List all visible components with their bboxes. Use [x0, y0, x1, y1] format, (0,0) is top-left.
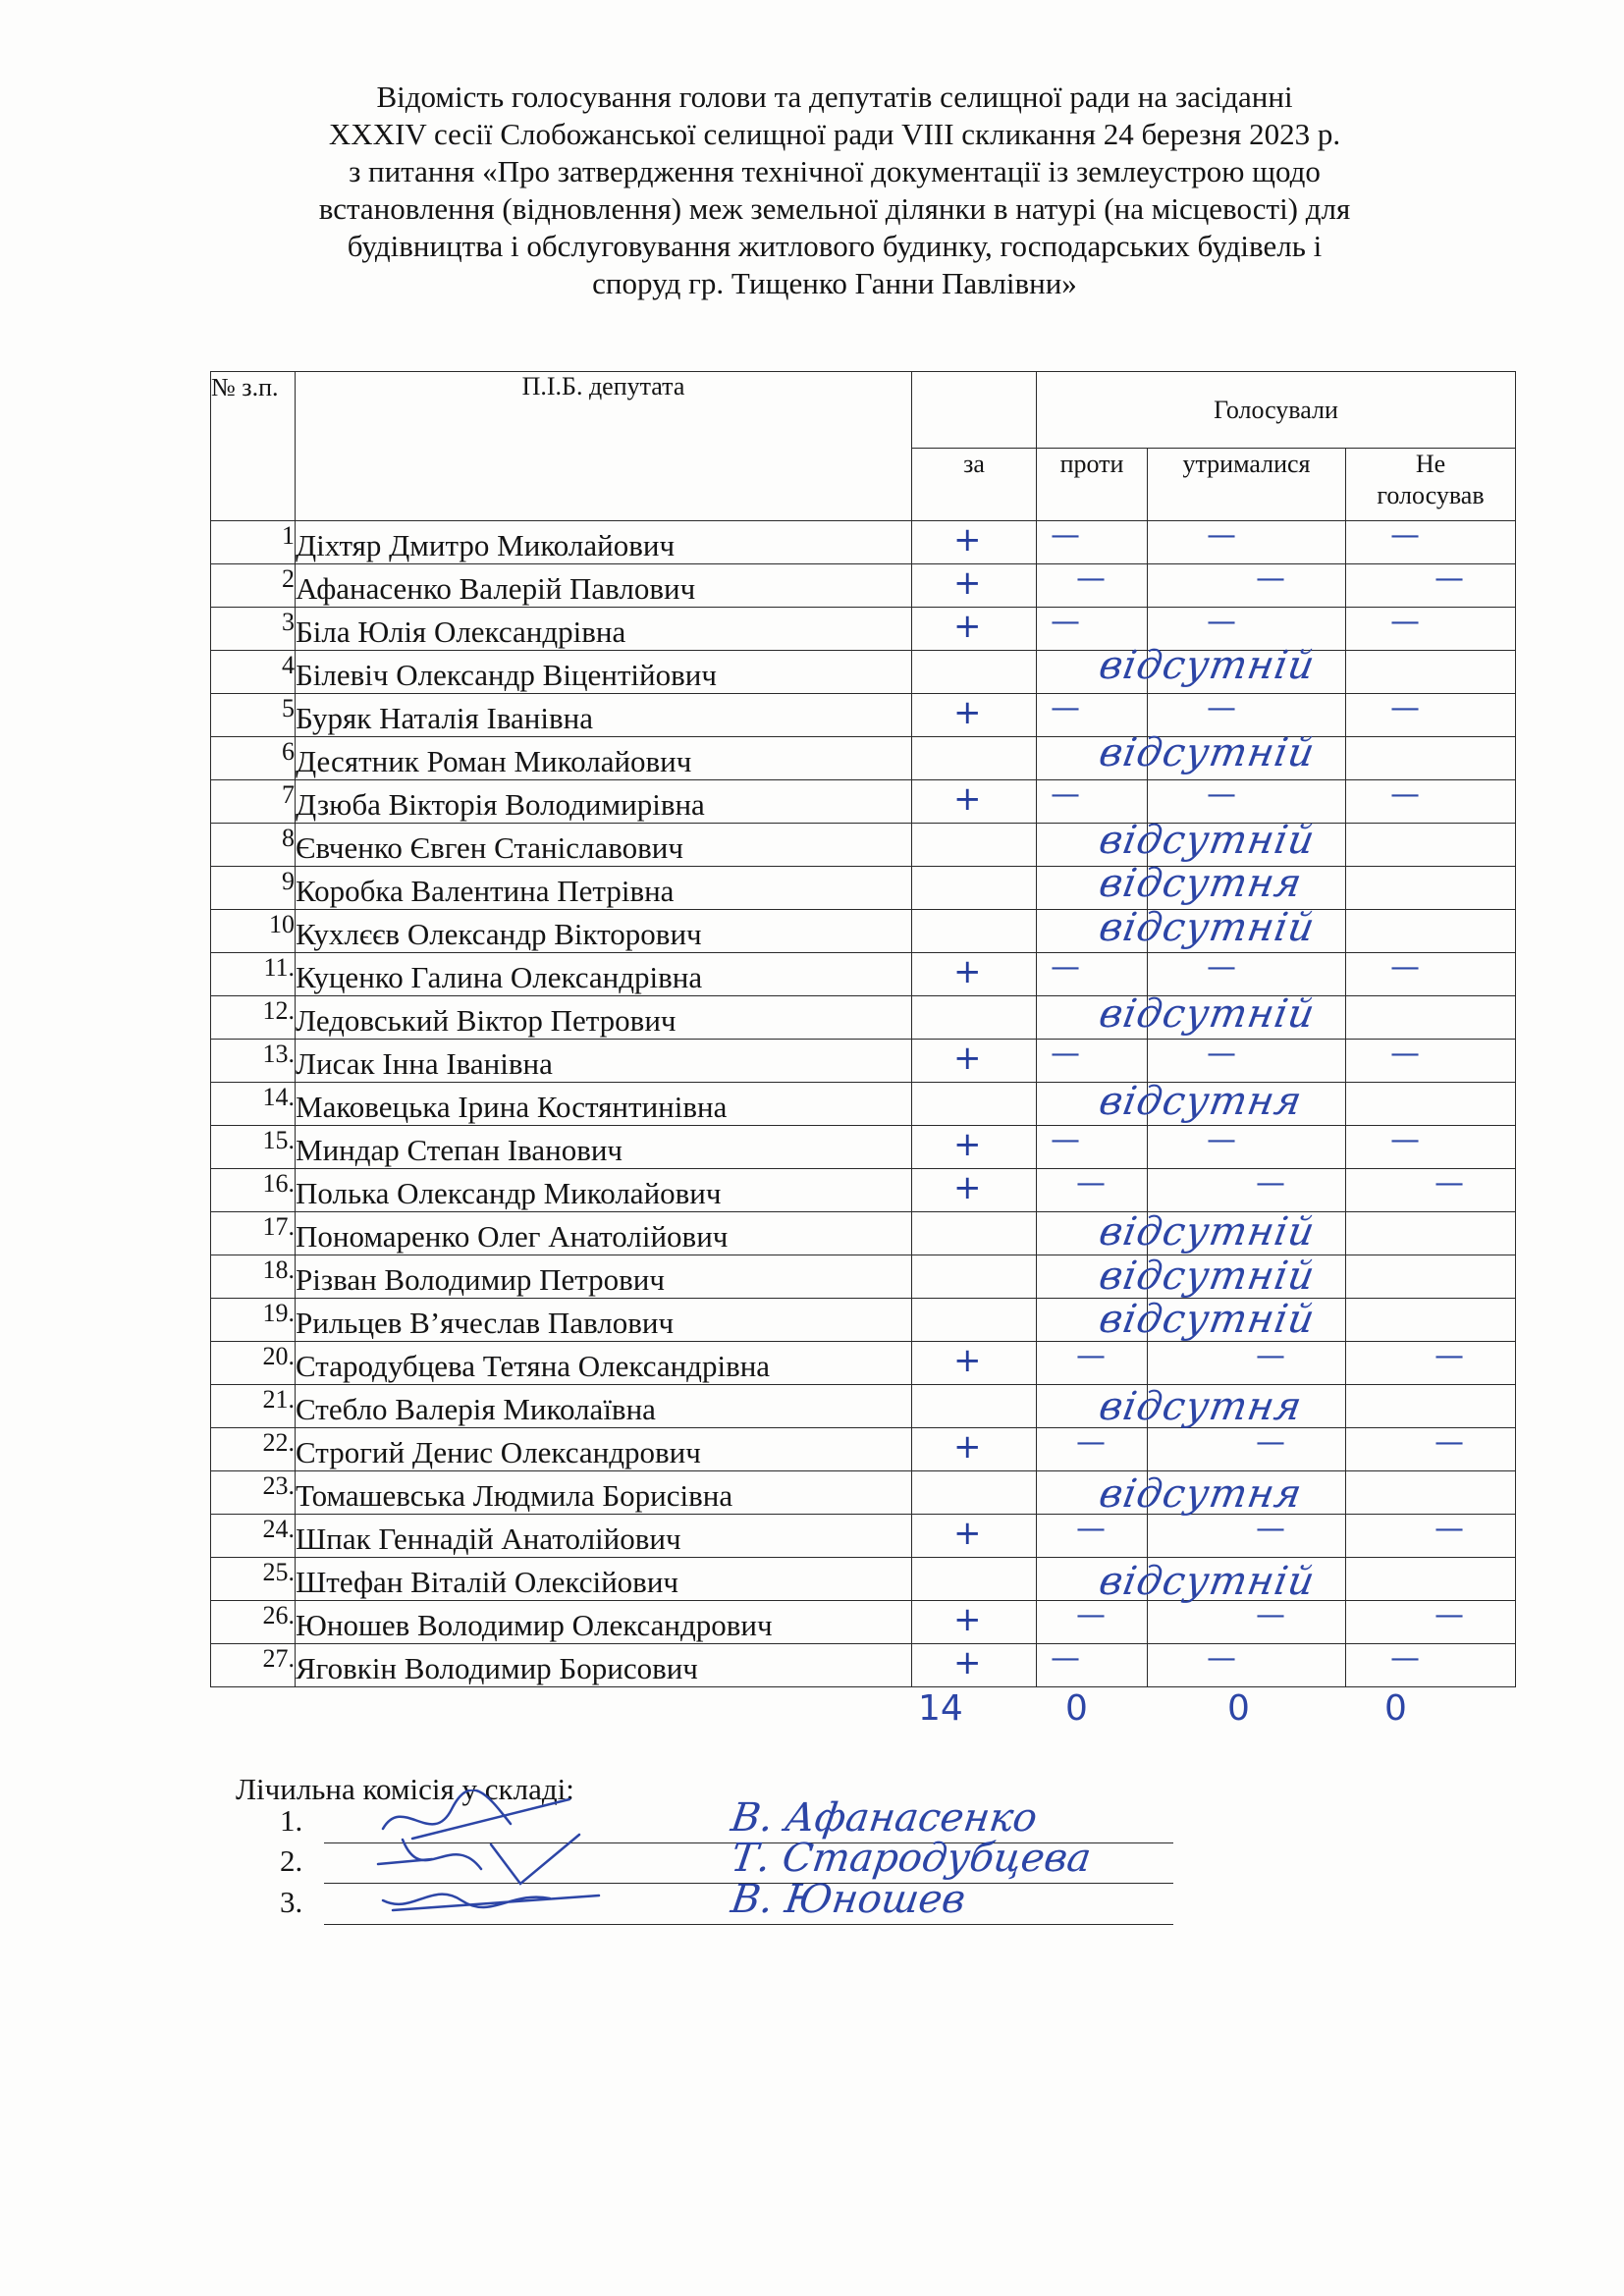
vote-for-mark: +: [953, 607, 982, 646]
vote-not-voted-cell: [1346, 1558, 1516, 1601]
vote-for-mark: +: [953, 1341, 982, 1380]
dash-mark: —: [1390, 952, 1420, 985]
dash-mark: —: [1207, 520, 1236, 553]
title-line: XXXIV сесії Слобожанської селищної ради VIII скликання 24 березня 2023 р.: [328, 117, 1341, 151]
vote-for-cell: [912, 1515, 1037, 1558]
vote-for-mark: +: [953, 693, 982, 732]
deputy-name: Буряк Наталія Іванівна: [296, 694, 912, 737]
vote-against-cell: [1037, 521, 1148, 564]
voting-table: [210, 371, 1516, 1687]
absent-note: відсутній: [1095, 730, 1319, 775]
document-title: [196, 79, 1473, 302]
vote-for-cell: [912, 651, 1037, 694]
vote-not-voted-cell: [1346, 1471, 1516, 1515]
dash-mark: —: [1207, 1039, 1236, 1071]
row-number: 2: [211, 564, 296, 608]
signatory-name: Т. Стародубцева: [728, 1836, 1095, 1881]
deputy-name: Миндар Степан Іванович: [296, 1126, 912, 1169]
vote-against-cell: [1037, 1255, 1148, 1299]
deputy-name: Діхтяр Дмитро Миколайович: [296, 521, 912, 564]
dash-mark: —: [1051, 1643, 1080, 1676]
vote-for-cell: [912, 953, 1037, 996]
vote-abstained-cell: [1148, 737, 1346, 780]
vote-for-mark: +: [953, 1168, 982, 1207]
table-row: [211, 1428, 1516, 1471]
dash-mark: —: [1076, 1600, 1106, 1632]
deputy-name: Пономаренко Олег Анатолійович: [296, 1212, 912, 1255]
absent-note: відсутній: [1095, 1297, 1319, 1343]
dash-mark: —: [1076, 1341, 1106, 1373]
vote-not-voted-cell: [1346, 521, 1516, 564]
vote-abstained-cell: [1148, 910, 1346, 953]
table-row: [211, 521, 1516, 564]
signatory-name: В. Юношев: [728, 1877, 969, 1922]
row-number: 10: [211, 910, 296, 953]
vote-for-mark: +: [953, 1427, 982, 1467]
dash-mark: —: [1051, 520, 1080, 553]
vote-not-voted-cell: [1346, 1299, 1516, 1342]
vote-against-cell: [1037, 1471, 1148, 1515]
vote-abstained-cell: [1148, 953, 1346, 996]
dash-mark: —: [1076, 1168, 1106, 1201]
deputy-name: Штефан Віталій Олексійович: [296, 1558, 912, 1601]
table-row: [211, 910, 1516, 953]
vote-not-voted-cell: [1346, 651, 1516, 694]
vote-abstained-cell: [1148, 867, 1346, 910]
total-against: 0: [1065, 1688, 1088, 1729]
table-row: [211, 737, 1516, 780]
absent-note: відсутня: [1095, 1079, 1306, 1125]
vote-against-cell: [1037, 1342, 1148, 1385]
absent-note: відсутній: [1095, 1209, 1319, 1255]
vote-not-voted-cell: [1346, 1040, 1516, 1083]
table-row: [211, 1601, 1516, 1644]
row-number: 7: [211, 780, 296, 824]
row-number: 5: [211, 694, 296, 737]
table-row: [211, 1515, 1516, 1558]
member-number: 3.: [280, 1885, 303, 1919]
absent-note: відсутній: [1095, 817, 1319, 863]
table-row: [211, 1169, 1516, 1212]
row-number: 23.: [211, 1471, 296, 1515]
vote-not-voted-cell: [1346, 780, 1516, 824]
table-row: [211, 867, 1516, 910]
deputy-name: Рильцев В’ячеслав Павлович: [296, 1299, 912, 1342]
vote-abstained-cell: [1148, 1515, 1346, 1558]
vote-not-voted-cell: [1346, 1644, 1516, 1687]
header-voted: Голосували: [1037, 372, 1516, 449]
vote-not-voted-cell: [1346, 1515, 1516, 1558]
dash-mark: —: [1051, 952, 1080, 985]
vote-abstained-cell: [1148, 694, 1346, 737]
vote-abstained-cell: [1148, 1083, 1346, 1126]
vote-not-voted-cell: [1346, 1169, 1516, 1212]
vote-for-cell: [912, 910, 1037, 953]
vote-against-cell: [1037, 608, 1148, 651]
vote-not-voted-cell: [1346, 953, 1516, 996]
row-number: 9: [211, 867, 296, 910]
vote-against-cell: [1037, 996, 1148, 1040]
header-name: П.І.Б. депутата: [296, 372, 912, 521]
vote-for-cell: [912, 1428, 1037, 1471]
header-not-voted: [1346, 449, 1516, 521]
row-number: 24.: [211, 1515, 296, 1558]
deputy-name: Ледовський Віктор Петрович: [296, 996, 912, 1040]
absent-note: відсутній: [1095, 1558, 1319, 1604]
vote-not-voted-cell: [1346, 910, 1516, 953]
dash-mark: —: [1207, 693, 1236, 725]
header-not-voted-line2: голосував: [1377, 481, 1485, 509]
total-not-voted: 0: [1384, 1688, 1407, 1729]
deputy-name: Євченко Євген Станіславович: [296, 824, 912, 867]
vote-for-cell: [912, 694, 1037, 737]
table-row: [211, 651, 1516, 694]
vote-not-voted-cell: [1346, 1601, 1516, 1644]
table-row: [211, 996, 1516, 1040]
vote-against-cell: [1037, 737, 1148, 780]
vote-against-cell: [1037, 651, 1148, 694]
table-row: [211, 824, 1516, 867]
row-number: 6: [211, 737, 296, 780]
dash-mark: —: [1051, 1125, 1080, 1157]
vote-abstained-cell: [1148, 1169, 1346, 1212]
vote-not-voted-cell: [1346, 1255, 1516, 1299]
vote-against-cell: [1037, 1515, 1148, 1558]
vote-for-mark: +: [953, 563, 982, 603]
vote-for-mark: +: [953, 1643, 982, 1682]
signature-stroke: [383, 1895, 599, 1910]
row-number: 20.: [211, 1342, 296, 1385]
vote-against-cell: [1037, 1558, 1148, 1601]
title-line: з питання «Про затвердження технічної документації із землеустрою щодо: [349, 154, 1321, 188]
vote-abstained-cell: [1148, 1385, 1346, 1428]
row-number: 3: [211, 608, 296, 651]
dash-mark: —: [1390, 779, 1420, 812]
commission-member-2: [280, 1843, 324, 1879]
vote-not-voted-cell: [1346, 1126, 1516, 1169]
table-row: [211, 1299, 1516, 1342]
vote-for-cell: [912, 996, 1037, 1040]
header-empty-cell: [912, 372, 1037, 449]
vote-not-voted-cell: [1346, 996, 1516, 1040]
dash-mark: —: [1207, 1125, 1236, 1157]
vote-against-cell: [1037, 1212, 1148, 1255]
deputy-name: Строгий Денис Олександрович: [296, 1428, 912, 1471]
vote-for-cell: [912, 1471, 1037, 1515]
vote-abstained-cell: [1148, 1255, 1346, 1299]
dash-mark: —: [1256, 1341, 1285, 1373]
dash-mark: —: [1207, 779, 1236, 812]
header-abstained: утрималися: [1148, 449, 1346, 521]
vote-for-cell: [912, 1040, 1037, 1083]
row-number: 17.: [211, 1212, 296, 1255]
table-row: [211, 1212, 1516, 1255]
row-number: 1: [211, 521, 296, 564]
vote-for-cell: [912, 1169, 1037, 1212]
table-row: [211, 1471, 1516, 1515]
deputy-name: Різван Володимир Петрович: [296, 1255, 912, 1299]
deputy-name: Яговкін Володимир Борисович: [296, 1644, 912, 1687]
vote-for-mark: +: [953, 1039, 982, 1078]
absent-note: відсутня: [1095, 1384, 1306, 1429]
vote-for-cell: [912, 780, 1037, 824]
vote-for-cell: [912, 1212, 1037, 1255]
table-row: [211, 608, 1516, 651]
vote-abstained-cell: [1148, 1342, 1346, 1385]
row-number: 11.: [211, 953, 296, 996]
dash-mark: —: [1435, 1427, 1464, 1460]
vote-against-cell: [1037, 1385, 1148, 1428]
vote-for-mark: +: [953, 1125, 982, 1164]
vote-for-cell: [912, 1299, 1037, 1342]
title-line: Відомість голосування голови та депутатів селищної ради на засіданні: [376, 80, 1293, 114]
header-against: проти: [1037, 449, 1148, 521]
dash-mark: —: [1051, 607, 1080, 639]
dash-mark: —: [1256, 1427, 1285, 1460]
member-number: 1.: [280, 1803, 303, 1838]
vote-for-cell: [912, 824, 1037, 867]
vote-not-voted-cell: [1346, 694, 1516, 737]
table-row: [211, 1126, 1516, 1169]
row-number: 16.: [211, 1169, 296, 1212]
total-abstained: 0: [1227, 1688, 1250, 1729]
table-row: [211, 1255, 1516, 1299]
absent-note: відсутній: [1095, 991, 1319, 1038]
deputy-name: Томашевська Людмила Борисівна: [296, 1471, 912, 1515]
vote-against-cell: [1037, 1299, 1148, 1342]
dash-mark: —: [1435, 1600, 1464, 1632]
dash-mark: —: [1051, 693, 1080, 725]
dash-mark: —: [1390, 1039, 1420, 1071]
vote-for-mark: +: [953, 952, 982, 991]
vote-for-mark: +: [953, 520, 982, 560]
dash-mark: —: [1076, 1514, 1106, 1546]
vote-abstained-cell: [1148, 996, 1346, 1040]
deputy-name: Маковецька Ірина Костянтинівна: [296, 1083, 912, 1126]
vote-abstained-cell: [1148, 1471, 1346, 1515]
dash-mark: —: [1390, 1125, 1420, 1157]
dash-mark: —: [1076, 563, 1106, 596]
dash-mark: —: [1390, 693, 1420, 725]
deputy-name: Десятник Роман Миколайович: [296, 737, 912, 780]
vote-for-mark: +: [953, 1600, 982, 1639]
deputy-name: Білевіч Олександр Віцентійович: [296, 651, 912, 694]
dash-mark: —: [1435, 563, 1464, 596]
vote-for-mark: +: [953, 1514, 982, 1553]
vote-not-voted-cell: [1346, 1342, 1516, 1385]
dash-mark: —: [1207, 952, 1236, 985]
row-number: 22.: [211, 1428, 296, 1471]
title-line: встановлення (відновлення) меж земельної ділянки в натурі (на місцевості) для: [318, 191, 1351, 226]
vote-for-cell: [912, 1255, 1037, 1299]
vote-not-voted-cell: [1346, 1385, 1516, 1428]
vote-for-mark: +: [953, 779, 982, 819]
vote-against-cell: [1037, 824, 1148, 867]
vote-against-cell: [1037, 1126, 1148, 1169]
vote-not-voted-cell: [1346, 1212, 1516, 1255]
vote-for-cell: [912, 608, 1037, 651]
table-row: [211, 1385, 1516, 1428]
row-number: 25.: [211, 1558, 296, 1601]
vote-abstained-cell: [1148, 1601, 1346, 1644]
dash-mark: —: [1076, 1427, 1106, 1460]
vote-against-cell: [1037, 1083, 1148, 1126]
table-row: [211, 1644, 1516, 1687]
vote-not-voted-cell: [1346, 564, 1516, 608]
absent-note: відсутня: [1095, 1470, 1306, 1517]
dash-mark: —: [1390, 1643, 1420, 1676]
deputy-name: Стебло Валерія Миколаївна: [296, 1385, 912, 1428]
row-number: 18.: [211, 1255, 296, 1299]
vote-abstained-cell: [1148, 521, 1346, 564]
deputy-name: Шпак Геннадій Анатолійович: [296, 1515, 912, 1558]
vote-for-cell: [912, 1558, 1037, 1601]
vote-for-cell: [912, 1644, 1037, 1687]
vote-for-cell: [912, 1601, 1037, 1644]
vote-abstained-cell: [1148, 1644, 1346, 1687]
vote-abstained-cell: [1148, 1040, 1346, 1083]
table-row: [211, 1342, 1516, 1385]
vote-abstained-cell: [1148, 1428, 1346, 1471]
deputy-name: Афанасенко Валерій Павлович: [296, 564, 912, 608]
absent-note: відсутня: [1095, 861, 1306, 907]
header-number: № з.п.: [211, 372, 296, 521]
row-number: 27.: [211, 1644, 296, 1687]
vote-abstained-cell: [1148, 780, 1346, 824]
vote-against-cell: [1037, 564, 1148, 608]
vote-against-cell: [1037, 1428, 1148, 1471]
dash-mark: —: [1435, 1168, 1464, 1201]
vote-against-cell: [1037, 1644, 1148, 1687]
table-row: [211, 694, 1516, 737]
vote-not-voted-cell: [1346, 737, 1516, 780]
vote-not-voted-cell: [1346, 1083, 1516, 1126]
vote-for-cell: [912, 1385, 1037, 1428]
vote-against-cell: [1037, 1169, 1148, 1212]
row-number: 13.: [211, 1040, 296, 1083]
dash-mark: —: [1435, 1514, 1464, 1546]
header-for: за: [912, 449, 1037, 521]
commission-member-3: [280, 1885, 324, 1920]
title-line: будівництва і обслуговування житлового будинку, господарських будівель і: [347, 229, 1323, 263]
vote-against-cell: [1037, 780, 1148, 824]
vote-abstained-cell: [1148, 1299, 1346, 1342]
row-number: 8: [211, 824, 296, 867]
deputy-name: Коробка Валентина Петрівна: [296, 867, 912, 910]
deputy-name: Біла Юлія Олександрівна: [296, 608, 912, 651]
absent-note: відсутній: [1095, 904, 1319, 950]
vote-for-cell: [912, 1083, 1037, 1126]
dash-mark: —: [1390, 607, 1420, 639]
row-number: 4: [211, 651, 296, 694]
vote-against-cell: [1037, 867, 1148, 910]
vote-against-cell: [1037, 910, 1148, 953]
deputy-name: Лисак Інна Іванівна: [296, 1040, 912, 1083]
row-number: 26.: [211, 1601, 296, 1644]
vote-abstained-cell: [1148, 1212, 1346, 1255]
table-row: [211, 1040, 1516, 1083]
signatory-name: В. Афанасенко: [728, 1795, 1041, 1841]
row-number: 21.: [211, 1385, 296, 1428]
title-line: споруд гр. Тищенко Ганни Павлівни»: [592, 266, 1077, 300]
deputy-name: Кухлєєв Олександр Вікторович: [296, 910, 912, 953]
vote-for-cell: [912, 521, 1037, 564]
deputy-name: Куценко Галина Олександрівна: [296, 953, 912, 996]
deputy-name: Стародубцева Тетяна Олександрівна: [296, 1342, 912, 1385]
vote-against-cell: [1037, 1040, 1148, 1083]
vote-abstained-cell: [1148, 608, 1346, 651]
table-row: [211, 564, 1516, 608]
row-number: 14.: [211, 1083, 296, 1126]
deputy-name: Юношев Володимир Олександрович: [296, 1601, 912, 1644]
vote-abstained-cell: [1148, 824, 1346, 867]
signature-scribble: [373, 1871, 609, 1930]
vote-for-cell: [912, 564, 1037, 608]
deputy-name: Дзюба Вікторія Володимирівна: [296, 780, 912, 824]
table-row: [211, 1558, 1516, 1601]
vote-against-cell: [1037, 953, 1148, 996]
vote-not-voted-cell: [1346, 824, 1516, 867]
table-row: [211, 780, 1516, 824]
dash-mark: —: [1256, 1514, 1285, 1546]
vote-not-voted-cell: [1346, 608, 1516, 651]
header-not-voted-line1: Не: [1415, 450, 1446, 478]
dash-mark: —: [1435, 1341, 1464, 1373]
vote-for-cell: [912, 867, 1037, 910]
row-number: 12.: [211, 996, 296, 1040]
deputy-name: Полька Олександр Миколайович: [296, 1169, 912, 1212]
vote-abstained-cell: [1148, 1126, 1346, 1169]
vote-abstained-cell: [1148, 1558, 1346, 1601]
dash-mark: —: [1051, 779, 1080, 812]
commission-member-1: [280, 1803, 324, 1839]
vote-abstained-cell: [1148, 651, 1346, 694]
dash-mark: —: [1390, 520, 1420, 553]
dash-mark: —: [1051, 1039, 1080, 1071]
vote-not-voted-cell: [1346, 867, 1516, 910]
vote-for-cell: [912, 1342, 1037, 1385]
vote-for-cell: [912, 737, 1037, 780]
dash-mark: —: [1256, 1168, 1285, 1201]
table-row: [211, 953, 1516, 996]
absent-note: відсутній: [1095, 1253, 1319, 1299]
row-number: 19.: [211, 1299, 296, 1342]
dash-mark: —: [1256, 1600, 1285, 1632]
vote-not-voted-cell: [1346, 1428, 1516, 1471]
vote-against-cell: [1037, 1601, 1148, 1644]
dash-mark: —: [1207, 1643, 1236, 1676]
member-number: 2.: [280, 1843, 303, 1878]
vote-against-cell: [1037, 694, 1148, 737]
vote-abstained-cell: [1148, 564, 1346, 608]
absent-note: відсутній: [1095, 643, 1319, 689]
row-number: 15.: [211, 1126, 296, 1169]
dash-mark: —: [1207, 607, 1236, 639]
commission-label: Лічильна комісія у складі:: [236, 1772, 574, 1806]
table-row: [211, 1083, 1516, 1126]
total-for: 14: [918, 1688, 963, 1729]
vote-for-cell: [912, 1126, 1037, 1169]
dash-mark: —: [1256, 563, 1285, 596]
